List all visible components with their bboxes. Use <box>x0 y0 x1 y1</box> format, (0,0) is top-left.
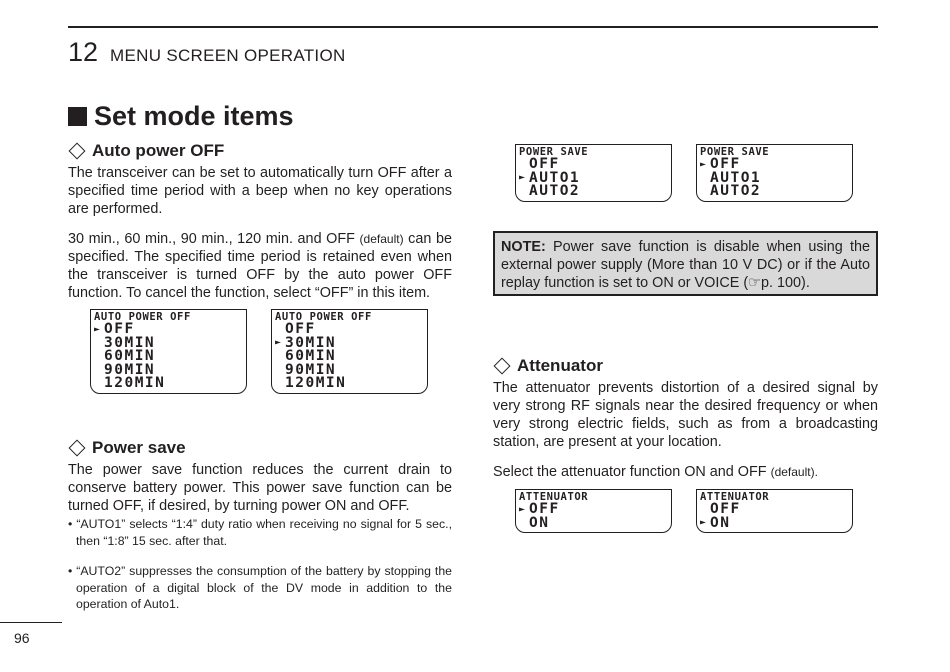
lcd-title: ATTENUATOR <box>700 491 770 503</box>
lcd-attenuator-1 <box>515 489 672 533</box>
power-save-bullet-auto1: • “AUTO1” selects “1:4” duty ratio when receiving no signal for 5 sec., then “1:8” 15 sec. after that. <box>68 517 452 548</box>
lcd-title: POWER SAVE <box>519 146 589 158</box>
para2-text-a: 30 min., 60 min., 90 min., 120 min. and OFF <box>68 231 360 247</box>
cursor-arrow-icon: ► <box>700 517 708 529</box>
cursor-arrow-icon: ► <box>275 337 283 349</box>
lcd-line-text: 30MIN <box>285 334 337 351</box>
lcd-line-text: 120MIN <box>104 375 166 392</box>
attenuator-heading <box>493 356 603 376</box>
diamond-icon <box>69 440 86 457</box>
lcd-auto-power-off-2 <box>271 309 428 394</box>
lcd-power-save-1 <box>515 144 672 202</box>
lcd-title: POWER SAVE <box>700 146 770 158</box>
note-text-b: p. 100). <box>761 275 810 291</box>
auto-power-off-para1: The transceiver can be set to automatically turn OFF after a specified time period with a beep when no key operations are performed. <box>68 165 452 217</box>
power-save-heading-text: Power save <box>92 438 186 457</box>
cursor-arrow-icon: ► <box>519 503 527 515</box>
chapter-number: 12 <box>68 37 99 67</box>
lcd-line <box>700 514 852 531</box>
lcd-line-text: 90MIN <box>285 361 337 378</box>
lcd-line <box>275 377 427 391</box>
lcd-line <box>519 514 671 531</box>
header-rule <box>68 26 878 28</box>
lcd-line-text: ON <box>529 514 550 531</box>
lcd-line-text: OFF <box>710 501 741 517</box>
note-text-a: Power save function is disable when using the external power supply (More than 10 V DC) or if the Auto replay function is set to ON or VOICE ( <box>501 239 870 291</box>
lcd-line-text: 90MIN <box>104 361 156 378</box>
lcd-line-text: 60MIN <box>104 348 156 365</box>
square-bullet-icon <box>68 107 87 126</box>
lcd-line-text: AUTO2 <box>529 183 581 200</box>
pointing-hand-icon: ☞ <box>748 275 762 291</box>
lcd-title: AUTO POWER OFF <box>94 311 191 323</box>
lcd-line-text: AUTO1 <box>529 169 581 186</box>
lcd-line-text: OFF <box>104 321 135 337</box>
auto-power-off-heading-text: Auto power OFF <box>92 141 225 160</box>
chapter-header <box>68 36 346 68</box>
chapter-title: MENU SCREEN OPERATION <box>110 46 346 65</box>
lcd-line <box>700 185 852 199</box>
power-save-heading <box>68 438 186 458</box>
default-label: (default). <box>770 465 818 479</box>
lcd-auto-power-off-1 <box>90 309 247 394</box>
lcd-line <box>94 377 246 391</box>
para2-text-b: can be specified. The specified time period is retained even when the transceiver is turned OFF by the auto power OFF function. To cancel the function, select “OFF” in this item. <box>68 231 452 301</box>
lcd-line-text: ON <box>710 514 731 531</box>
lcd-power-save-2 <box>696 144 853 202</box>
cursor-arrow-icon: ► <box>94 323 102 335</box>
lcd-line-text: 120MIN <box>285 375 347 392</box>
section-title-text: Set mode items <box>94 101 294 131</box>
lcd-line-text: AUTO1 <box>710 169 762 186</box>
default-label: (default) <box>359 232 404 246</box>
lcd-line-text: 60MIN <box>285 348 337 365</box>
page-number: 96 <box>14 630 30 646</box>
diamond-icon <box>494 358 511 375</box>
power-save-bullet-auto2: • “AUTO2” suppresses the consumption of the battery by stopping the operation of a digital block of the DV mode in addition to the operation of Auto1. <box>68 564 452 611</box>
attenuator-para2-text: Select the attenuator function ON and OFF <box>493 464 771 480</box>
lcd-line-text: OFF <box>285 321 316 337</box>
footer-rule <box>0 622 62 623</box>
lcd-line-text: OFF <box>529 156 560 172</box>
lcd-title: AUTO POWER OFF <box>275 311 372 323</box>
section-title <box>68 101 294 132</box>
diamond-icon <box>69 143 86 160</box>
lcd-line-text: OFF <box>529 501 560 517</box>
attenuator-heading-text: Attenuator <box>517 356 603 375</box>
cursor-arrow-icon: ► <box>519 172 527 184</box>
attenuator-para1: The attenuator prevents distortion of a desired signal by very strong RF signals near the desired frequency or when very strong electric fields, such as from a broadcasting station, are present at your location. <box>493 380 878 450</box>
attenuator-para2 <box>493 463 878 481</box>
lcd-line <box>519 185 671 199</box>
auto-power-off-heading <box>68 141 224 161</box>
power-save-para: The power save function reduces the current drain to conserve battery power. This power save function can be turned OFF, if desired, by turning power ON and OFF. <box>68 462 452 514</box>
lcd-line-text: AUTO2 <box>710 183 762 200</box>
note-box <box>493 231 878 296</box>
cursor-arrow-icon: ► <box>700 158 708 170</box>
lcd-line-text: 30MIN <box>104 334 156 351</box>
lcd-title: ATTENUATOR <box>519 491 589 503</box>
auto-power-off-para2 <box>68 230 452 302</box>
lcd-line-text: OFF <box>710 156 741 172</box>
lcd-attenuator-2 <box>696 489 853 533</box>
note-label: NOTE: <box>501 239 546 255</box>
